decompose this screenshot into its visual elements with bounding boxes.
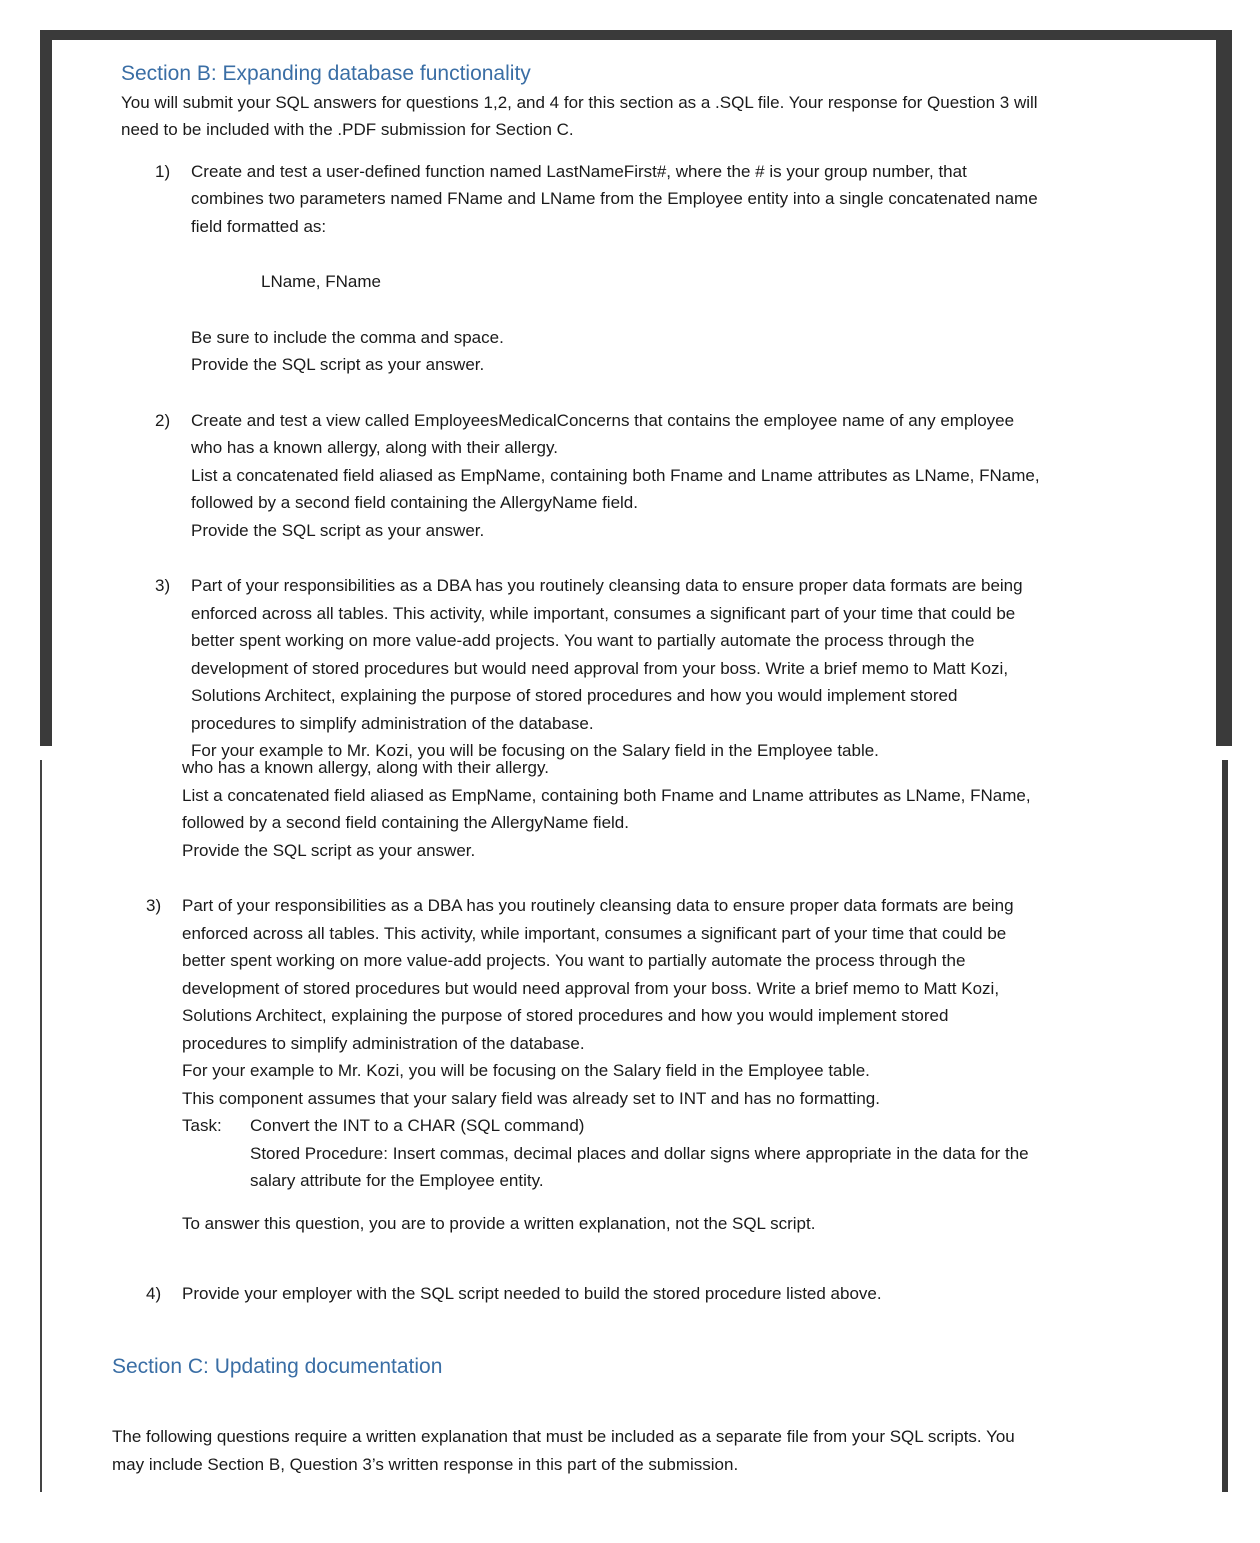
question-4-text: Provide your employer with the SQL script needed to build the stored procedure listed above. [182,1284,882,1303]
question-3 [121,572,1201,765]
bottom-screenshot-panel [40,760,1228,1492]
question-3-full-line-5: Solutions Architect, explaining the purpose of stored procedures and how you would implement stored [182,1006,949,1025]
question-3-line-1: Part of your responsibilities as a DBA has you routinely cleansing data to ensure proper data formats are being [191,576,1023,595]
question-3-full [112,892,1192,1237]
question-2-cut-line: who has a known allergy, along with their allergy. [182,758,549,777]
question-2-line-1: Create and test a view called EmployeesMedicalConcerns that contains the employee name of any employee [191,410,1015,430]
question-3-line-2: enforced across all tables. This activity, while important, consumes a significant part of your time that could be [191,603,1016,623]
question-1-line-2: combines two parameters named FName and LName from the Employee entity into a single concatenated name [191,189,1038,208]
task-line-3: salary attribute for the Employee entity. [250,1171,544,1190]
question-3-number: 3) [155,576,171,595]
section-c-line-1: The following questions require a written explanation that must be included as a separate file from your SQL scripts. You [112,1427,1015,1446]
question-3-line-5: Solutions Architect, explaining the purpose of stored procedures and how you would implement stored [191,686,958,705]
section-b-heading: Section B: Expanding database functionality [121,62,531,85]
question-1-line-1: Create and test a user-defined function named LastNameFirst#, where the # is your group number, that [191,161,967,181]
question-1-note-1: Be sure to include the comma and space. [191,327,504,347]
question-3-line-3: better spent working on more value-add projects. You want to partially automate the process through the [191,631,975,650]
task-line-2: Stored Procedure: Insert commas, decimal places and dollar signs where appropriate in the data for the [250,1143,1029,1163]
question-2-number: 2) [155,410,171,430]
question-1 [121,158,1201,241]
question-2-line-3: List a concatenated field aliased as EmpName, containing both Fname and Lname attributes as LName, FName, [191,465,1040,485]
task-row [182,1112,1192,1195]
section-c-line-2: may include Section B, Question 3’s written response in this part of the submission. [112,1454,739,1474]
question-3-answer-note: To answer this question, you are to provide a written explanation, not the SQL script. [182,1213,816,1233]
top-screenshot-panel [40,30,1232,760]
question-3-full-line-1: Part of your responsibilities as a DBA has you routinely cleansing data to ensure proper data formats are being [182,896,1014,915]
task-label: Task: [182,1116,222,1135]
section-b-intro-line-1: You will submit your SQL answers for questions 1,2, and 4 for this section as a .SQL file. Your response for Question 3 will [121,92,1038,112]
question-3-line-6: procedures to simplify administration of the database. [191,713,594,733]
document-page-top [52,40,1216,780]
question-3-cut-line: For your example to Mr. Kozi, you will be focusing on the Salary field in the Employee table. [191,741,879,760]
section-b-intro-line-2: need to be included with the .PDF submission for Section C. [121,120,574,139]
question-3-full-number: 3) [146,896,162,915]
bottom-page-content [112,758,1192,1478]
question-4-number: 4) [146,1284,162,1303]
question-3-full-line-6: procedures to simplify administration of the database. [182,1033,585,1053]
question-3-full-line-7: For your example to Mr. Kozi, you will be focusing on the Salary field in the Employee table. [182,1061,870,1080]
question-2-cont-line-1: List a concatenated field aliased as EmpName, containing both Fname and Lname attributes as LName, FName, [182,785,1031,805]
question-1-format: LName, FName [261,272,381,291]
question-2 [121,407,1201,545]
question-1-number: 1) [155,161,171,181]
question-2-continued [112,754,1192,864]
question-1-notes [121,324,1201,379]
section-c-heading: Section C: Updating documentation [112,1354,443,1378]
question-3-line-4: development of stored procedures but would need approval from your boss. Write a brief memo to Matt Kozi, [191,658,1009,678]
task-line-1: Convert the INT to a CHAR (SQL command) [250,1116,585,1135]
question-2-line-4: followed by a second field containing the AllergyName field. [191,493,638,512]
question-2-cont-line-2: followed by a second field containing the AllergyName field. [182,813,629,832]
question-1-note-2: Provide the SQL script as your answer. [191,355,485,374]
question-2-line-2: who has a known allergy, along with their allergy. [191,438,558,457]
question-3-full-line-2: enforced across all tables. This activity, while important, consumes a significant part of your time that could be [182,923,1007,943]
question-3-full-line-3: better spent working on more value-add projects. You want to partially automate the process through the [182,951,966,970]
question-2-cont-line-3: Provide the SQL script as your answer. [182,840,476,860]
question-4 [112,1280,1192,1308]
question-2-line-5: Provide the SQL script as your answer. [191,520,485,540]
task-details [250,1112,1029,1195]
question-3-full-line-8: This component assumes that your salary field was already set to INT and has no formatting. [182,1088,880,1108]
question-3-full-line-4: development of stored procedures but would need approval from your boss. Write a brief memo to Matt Kozi, [182,978,1000,998]
top-page-content [121,60,1201,765]
question-1-line-3: field formatted as: [191,216,327,236]
